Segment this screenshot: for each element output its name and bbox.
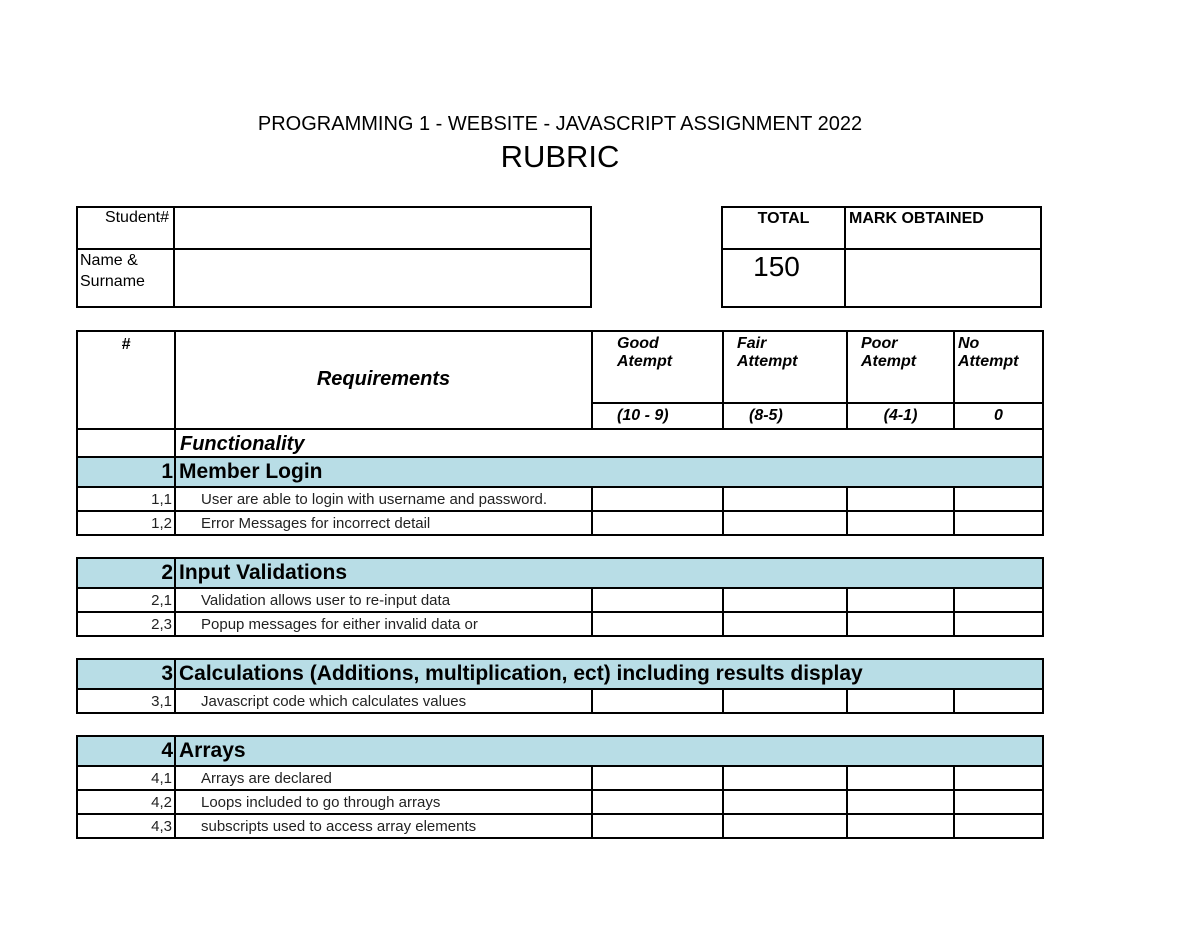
poor-score-cell[interactable]: [847, 790, 954, 814]
no-score-cell[interactable]: [954, 766, 1043, 790]
fair-attempt-header: [723, 331, 847, 403]
section-1-table: [76, 456, 1044, 536]
poor-score-cell[interactable]: [847, 612, 954, 636]
no-score-cell[interactable]: [954, 487, 1043, 511]
item-number: 2,3: [77, 612, 175, 636]
good-score-cell[interactable]: [592, 814, 723, 838]
poor-range: (4-1): [847, 403, 954, 429]
poor-score-cell[interactable]: [847, 689, 954, 713]
no-range: 0: [954, 403, 1043, 429]
good-score-cell[interactable]: [592, 790, 723, 814]
item-requirement: subscripts used to access array elements: [175, 814, 592, 838]
section-number: 2: [77, 558, 175, 588]
item-requirement: User are able to login with username and password.: [175, 487, 592, 511]
no-score-cell[interactable]: [954, 814, 1043, 838]
section-title: Arrays: [175, 736, 1043, 766]
poor-score-cell[interactable]: [847, 511, 954, 535]
good-score-cell[interactable]: [592, 766, 723, 790]
total-value: 150: [753, 251, 800, 282]
fair-attempt-line1: Fair: [737, 335, 767, 352]
requirements-header: Requirements: [175, 331, 592, 429]
no-score-cell[interactable]: [954, 588, 1043, 612]
section-4-table: [76, 735, 1044, 839]
no-score-cell[interactable]: [954, 689, 1043, 713]
fair-score-cell[interactable]: [723, 612, 847, 636]
mark-obtained-field[interactable]: [848, 252, 1038, 304]
poor-score-cell[interactable]: [847, 766, 954, 790]
functionality-label: Functionality: [175, 429, 1043, 459]
student-number-label: Student#: [104, 209, 169, 226]
section-number: 1: [77, 457, 175, 487]
good-score-cell[interactable]: [592, 487, 723, 511]
fair-attempt-line2: Attempt: [737, 353, 798, 370]
good-score-cell[interactable]: [592, 511, 723, 535]
poor-attempt-header: [847, 331, 954, 403]
name-field[interactable]: [177, 252, 587, 304]
student-info-divider: [173, 206, 175, 308]
section-2-table: [76, 557, 1044, 637]
totals-divider: [844, 206, 846, 308]
poor-score-cell[interactable]: [847, 487, 954, 511]
section-number: 3: [77, 659, 175, 689]
student-info-divider-h: [76, 248, 592, 250]
section-title: Member Login: [175, 457, 1043, 487]
no-attempt-line1: No: [958, 335, 980, 352]
poor-attempt-line2: Atempt: [861, 353, 917, 370]
fair-score-cell[interactable]: [723, 487, 847, 511]
good-attempt-line1: Good: [617, 335, 659, 352]
item-requirement: Javascript code which calculates values: [175, 689, 592, 713]
section-3-table: [76, 658, 1044, 714]
item-number: 4,1: [77, 766, 175, 790]
good-score-cell[interactable]: [592, 689, 723, 713]
hash-header: #: [77, 331, 175, 429]
item-requirement: Arrays are declared: [175, 766, 592, 790]
section-title: Input Validations: [175, 558, 1043, 588]
poor-score-cell[interactable]: [847, 814, 954, 838]
good-score-cell[interactable]: [592, 612, 723, 636]
no-score-cell[interactable]: [954, 612, 1043, 636]
poor-attempt-line1: Poor: [861, 335, 898, 352]
good-attempt-line2: Atempt: [617, 353, 673, 370]
total-label: TOTAL: [757, 210, 810, 227]
document-subtitle: RUBRIC: [500, 139, 620, 174]
item-number: 4,3: [77, 814, 175, 838]
fair-score-cell[interactable]: [723, 511, 847, 535]
item-number: 3,1: [77, 689, 175, 713]
no-attempt-line2: Attempt: [958, 353, 1019, 370]
section-number: 4: [77, 736, 175, 766]
rubric-header-table: [76, 330, 1044, 460]
fair-range: (8-5): [723, 403, 847, 429]
no-score-cell[interactable]: [954, 790, 1043, 814]
fair-score-cell[interactable]: [723, 766, 847, 790]
good-attempt-header: [592, 331, 723, 403]
name-label-line1: Name &: [80, 252, 138, 269]
section-title: Calculations (Additions, multiplication, ect) including results display: [175, 659, 1043, 689]
name-label-line2: Surname: [80, 273, 145, 290]
item-number: 2,1: [77, 588, 175, 612]
no-attempt-header: [954, 331, 1043, 403]
item-requirement: Error Messages for incorrect detail: [175, 511, 592, 535]
item-number: 1,2: [77, 511, 175, 535]
mark-obtained-label: MARK OBTAINED: [849, 210, 984, 227]
fair-score-cell[interactable]: [723, 689, 847, 713]
poor-score-cell[interactable]: [847, 588, 954, 612]
item-requirement: Popup messages for either invalid data or: [175, 612, 592, 636]
good-score-cell[interactable]: [592, 588, 723, 612]
item-number: 1,1: [77, 487, 175, 511]
fair-score-cell[interactable]: [723, 790, 847, 814]
item-number: 4,2: [77, 790, 175, 814]
student-number-field[interactable]: [177, 210, 587, 246]
fair-score-cell[interactable]: [723, 814, 847, 838]
document-title: PROGRAMMING 1 - WEBSITE - JAVASCRIPT ASSIGNMENT 2022: [257, 113, 863, 135]
totals-divider-h: [721, 248, 1042, 250]
good-range: (10 - 9): [592, 403, 723, 429]
item-requirement: Loops included to go through arrays: [175, 790, 592, 814]
no-score-cell[interactable]: [954, 511, 1043, 535]
item-requirement: Validation allows user to re-input data: [175, 588, 592, 612]
functionality-num-cell: [77, 429, 175, 459]
fair-score-cell[interactable]: [723, 588, 847, 612]
